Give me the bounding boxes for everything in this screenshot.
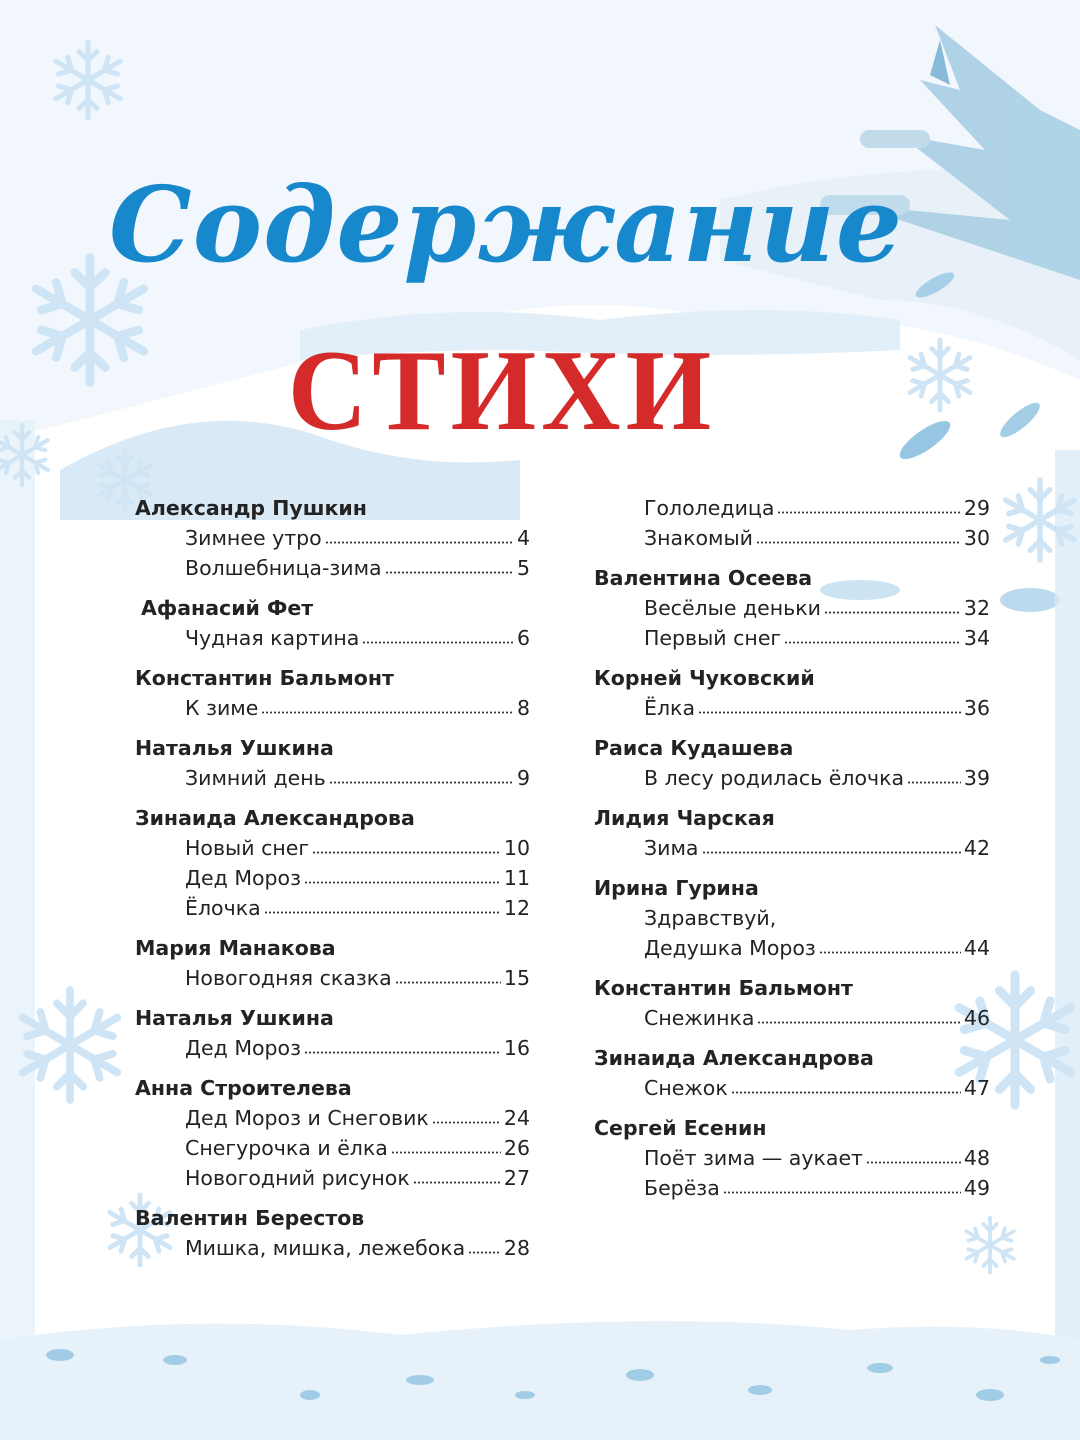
leader-dots — [312, 847, 501, 854]
author-name: Наталья Ушкина — [135, 736, 334, 760]
entry-title: В лесу родилась ёлочка — [644, 766, 905, 790]
toc-entry[interactable] — [644, 523, 990, 553]
author-name: Лидия Чарская — [594, 806, 775, 830]
page-number: 8 — [516, 696, 530, 720]
toc-author-group — [594, 973, 990, 1033]
toc-entry[interactable] — [185, 893, 530, 923]
entry-title: Поёт зима — аукает — [644, 1146, 864, 1170]
entry-title: Дед Мороз и Снеговик — [185, 1106, 429, 1130]
author-name: Сергей Есенин — [594, 1116, 767, 1140]
toc-entry[interactable] — [185, 1233, 530, 1263]
toc-author-group — [594, 733, 990, 793]
toc-author-group — [135, 1003, 530, 1063]
entry-title: Снегурочка и ёлка — [185, 1136, 388, 1160]
toc-author-group — [135, 933, 530, 993]
page-number: 39 — [963, 766, 990, 790]
page-number: 9 — [516, 766, 530, 790]
entry-title: Весёлые деньки — [644, 596, 821, 620]
leader-dots — [395, 977, 501, 984]
leader-dots — [702, 847, 961, 854]
leader-dots — [784, 637, 961, 644]
page-number: 27 — [503, 1166, 530, 1190]
author-name: Зинаида Александрова — [135, 806, 415, 830]
entry-title: Берёза — [644, 1176, 720, 1200]
author-name: Раиса Кудашева — [594, 736, 794, 760]
toc-entry[interactable] — [644, 693, 990, 723]
page-number: 12 — [503, 896, 530, 920]
toc-author-group — [594, 663, 990, 723]
toc-entry[interactable] — [185, 833, 530, 863]
page-number: 29 — [963, 496, 990, 520]
page-title: Содержание — [108, 163, 904, 286]
leader-dots — [432, 1117, 501, 1124]
entry-title: Волшебница-зима — [185, 556, 382, 580]
leader-dots — [329, 777, 514, 784]
leader-dots — [723, 1187, 961, 1194]
leader-dots — [819, 947, 961, 954]
toc-entry[interactable] — [644, 593, 990, 623]
author-name: Зинаида Александрова — [594, 1046, 874, 1070]
toc-author-group — [594, 1113, 990, 1203]
page-number: 48 — [963, 1146, 990, 1170]
entry-title: Дедушка Мороз — [644, 936, 816, 960]
toc-entry[interactable] — [185, 1133, 530, 1163]
page-number: 46 — [963, 1006, 990, 1030]
toc-entry-line[interactable] — [644, 903, 990, 933]
toc-entry[interactable] — [644, 493, 990, 523]
author-name: Анна Строителева — [135, 1076, 352, 1100]
toc-author-group — [135, 1073, 530, 1193]
section-title: СТИХИ — [287, 325, 717, 455]
entry-title: Новогодний рисунок — [185, 1166, 410, 1190]
author-name: Константин Бальмонт — [594, 976, 853, 1000]
entry-title: К зиме — [185, 696, 259, 720]
toc-entry[interactable] — [644, 1143, 990, 1173]
page-number: 34 — [963, 626, 990, 650]
toc-entry[interactable] — [644, 1073, 990, 1103]
entry-title: Зима — [644, 836, 699, 860]
leader-dots — [362, 637, 514, 644]
leader-dots — [757, 1017, 960, 1024]
toc-entry[interactable] — [644, 833, 990, 863]
page-number: 15 — [503, 966, 530, 990]
toc-entry[interactable] — [644, 763, 990, 793]
toc-author-group — [594, 803, 990, 863]
entry-title: Новый снег — [185, 836, 310, 860]
toc-author-group — [135, 493, 530, 583]
page-number: 28 — [503, 1236, 530, 1260]
leader-dots — [304, 1047, 501, 1054]
leader-dots — [264, 907, 501, 914]
page-number: 26 — [503, 1136, 530, 1160]
leader-dots — [756, 537, 961, 544]
author-name: Ирина Гурина — [594, 876, 759, 900]
toc-author-group — [594, 1043, 990, 1103]
leader-dots — [325, 537, 514, 544]
author-name: Валентин Берестов — [135, 1206, 365, 1230]
leader-dots — [698, 707, 961, 714]
toc-author-group — [594, 563, 990, 653]
toc-author-group — [135, 663, 530, 723]
leader-dots — [907, 777, 961, 784]
entry-title: Здравствуй, — [644, 906, 777, 930]
author-name: Наталья Ушкина — [135, 1006, 334, 1030]
page-number: 36 — [963, 696, 990, 720]
page-number: 10 — [503, 836, 530, 860]
page-number: 47 — [963, 1076, 990, 1100]
toc-author-group — [135, 1203, 530, 1263]
entry-title: Новогодняя сказка — [185, 966, 392, 990]
toc-entry[interactable] — [644, 933, 990, 963]
leader-dots — [391, 1147, 501, 1154]
page-number: 32 — [963, 596, 990, 620]
page-number: 44 — [963, 936, 990, 960]
entry-title: Дед Мороз — [185, 1036, 302, 1060]
entry-title: Зимнее утро — [185, 526, 322, 550]
toc-entry[interactable] — [644, 1173, 990, 1203]
entry-title: Мишка, мишка, лежебока — [185, 1236, 466, 1260]
toc-entry[interactable] — [644, 1003, 990, 1033]
toc-entry[interactable] — [185, 963, 530, 993]
leader-dots — [261, 707, 514, 714]
entry-title: Чудная картина — [185, 626, 360, 650]
entry-title: Снежок — [644, 1076, 728, 1100]
author-name: Александр Пушкин — [135, 496, 367, 520]
toc-entry[interactable] — [185, 623, 530, 653]
entry-title: Дед Мороз — [185, 866, 302, 890]
toc-entry[interactable] — [185, 863, 530, 893]
leader-dots — [385, 567, 514, 574]
leader-dots — [866, 1157, 961, 1164]
toc-author-group — [135, 803, 530, 923]
leader-dots — [777, 507, 960, 514]
toc-entry[interactable] — [185, 1103, 530, 1133]
toc-author-group — [135, 593, 530, 653]
author-name: Валентина Осеева — [594, 566, 813, 590]
entry-title: Знакомый — [644, 526, 754, 550]
toc-entry[interactable] — [185, 763, 530, 793]
toc-entry[interactable] — [185, 1033, 530, 1063]
author-name: Константин Бальмонт — [135, 666, 394, 690]
page-number: 49 — [963, 1176, 990, 1200]
entry-title: Снежинка — [644, 1006, 755, 1030]
toc-right-column — [594, 493, 990, 1213]
page-number: 16 — [503, 1036, 530, 1060]
leader-dots — [468, 1247, 501, 1254]
entry-title: Первый снег — [644, 626, 782, 650]
entry-title: Ёлка — [644, 696, 695, 720]
leader-dots — [304, 877, 501, 884]
entry-title: Ёлочка — [185, 896, 261, 920]
author-name: Афанасий Фет — [141, 596, 314, 620]
toc-continued-entries — [594, 493, 990, 553]
page-number: 24 — [503, 1106, 530, 1130]
toc-entry[interactable] — [185, 693, 530, 723]
leader-dots — [731, 1087, 961, 1094]
toc-entry[interactable] — [185, 523, 530, 553]
leader-dots — [413, 1177, 501, 1184]
toc-entry[interactable] — [644, 623, 990, 653]
toc-author-group — [135, 733, 530, 793]
page-number: 5 — [516, 556, 530, 580]
page-number: 42 — [963, 836, 990, 860]
toc-left-column — [135, 493, 530, 1273]
page-number: 11 — [503, 866, 530, 890]
entry-title: Гололедица — [644, 496, 775, 520]
page-number: 30 — [963, 526, 990, 550]
leader-dots — [824, 607, 961, 614]
author-name: Корней Чуковский — [594, 666, 815, 690]
entry-title: Зимний день — [185, 766, 326, 790]
author-name: Мария Манакова — [135, 936, 336, 960]
toc-entry[interactable] — [185, 1163, 530, 1193]
page-number: 4 — [516, 526, 530, 550]
toc-author-group — [594, 873, 990, 963]
toc-entry[interactable] — [185, 553, 530, 583]
page-number: 6 — [516, 626, 530, 650]
